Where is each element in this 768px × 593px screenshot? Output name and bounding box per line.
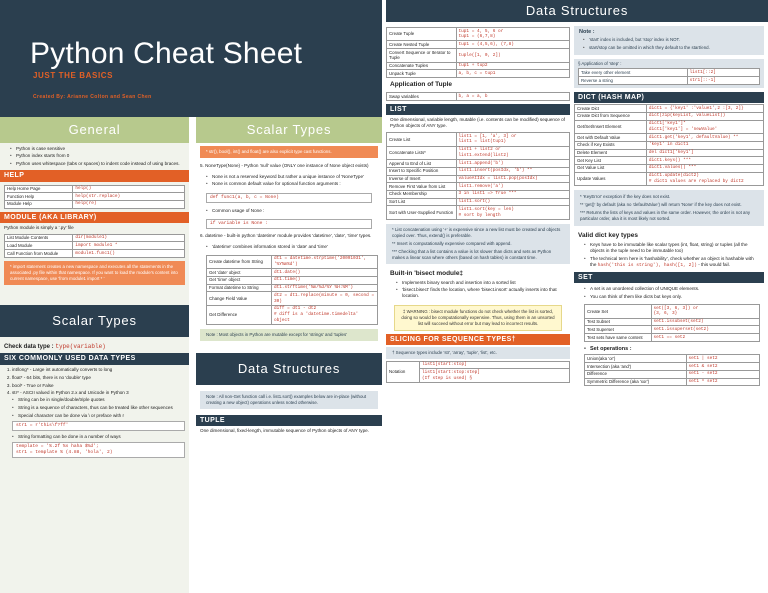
table-row <box>585 326 760 334</box>
table-row <box>585 334 760 342</box>
list-text: One dimensional, variable length, mutable (i.e. contents can be modified) sequence of Python objects of ANY type. <box>390 117 565 129</box>
list-note: * List concatenation using '+' is expensive since a new list must be created and objects copied over. Thus, extend() is preferable. <box>392 226 561 238</box>
bisect-bullet: • 'bisect.bisect' finds the location, where 'bisect.insort' actually inserts into that location. <box>396 287 564 299</box>
set-header: SET <box>574 272 764 283</box>
table-value: dir(module1) <box>73 234 185 242</box>
table-key: Function Help <box>5 193 73 201</box>
table-row <box>575 157 764 165</box>
table-row <box>579 77 760 85</box>
table-key: Create Dict from Sequence <box>575 112 647 120</box>
table-key: Remove First Value from List <box>387 183 457 191</box>
table-row <box>5 185 185 193</box>
dict-header: DICT (HASH MAP) <box>574 92 764 103</box>
fmt-code <box>12 442 185 458</box>
table-key: Union(aka 'or') <box>585 355 687 363</box>
table-row <box>207 276 378 284</box>
table-key: Test Subset <box>585 318 652 326</box>
valid-keys-bullet <box>584 256 758 269</box>
tuple-table <box>386 27 570 78</box>
set-bullet: • You can think of them like dicts but keys only. <box>584 294 758 300</box>
table-key: Check Membership <box>387 190 457 198</box>
table-row <box>387 361 570 369</box>
nonetype-header: 5. NoneType(None) - Python 'null' value (ONLY one instance of None object exists) <box>200 162 369 168</box>
dict-note: ** 'get()' by default (aka no 'defaultValue') will return 'None' if the key does not exist. <box>580 202 742 208</box>
table-value: diff = dt1 - dt2 # diff is a 'datetime.timedelta' object <box>271 305 377 324</box>
table-row <box>575 141 764 149</box>
dict-note-text: Returns the lists of keys and values in the same order. However, the order is not any particular order, aka it is most likely not sorted. <box>580 209 751 221</box>
slice-note-bullets <box>579 36 759 50</box>
list-table <box>386 132 570 220</box>
table-key: Convert Sequence or Iterator to Tuple <box>387 49 457 62</box>
general-bullet: • Python is case sensitive <box>10 146 183 152</box>
list-note: ** Insert is computationally expensive compared with append. <box>392 240 512 246</box>
table-value: list1.insert(posIdx, 'b') ** <box>456 167 569 175</box>
table-value: dict1.get('key1', defaultValue) ** <box>646 134 763 142</box>
table-key: Test Superset <box>585 326 652 334</box>
column-3 <box>386 26 570 593</box>
table-row <box>207 269 378 277</box>
table-value: list1.append('b') <box>456 160 569 168</box>
table-value: dict1.values() *** <box>646 164 763 172</box>
table-row <box>387 190 570 198</box>
module-header: MODULE (AKA LIBRARY) <box>0 212 189 223</box>
datetime-bullet: • 'datetime' combines information stored in 'date' and 'time' <box>206 244 376 250</box>
table-value: list1 + list2 or list1.extend(list2) <box>456 146 569 159</box>
table-key: Get 'date' object <box>207 269 272 277</box>
none-code-2: if variable is None : <box>206 219 372 229</box>
table-key: Get Value List <box>575 164 647 172</box>
data-structures-banner <box>386 0 768 22</box>
table-row <box>387 175 570 183</box>
page-byline: Created By: Arianne Colton and Sean Chen <box>33 94 152 100</box>
type-item <box>12 390 185 458</box>
set-bullet: • A set is an unordered collection of UNIQUE elements. <box>584 286 758 292</box>
table-value: set1 | set2 <box>686 355 760 363</box>
table-key: Get with Default Value <box>575 134 647 142</box>
valid-keys-header: Valid dict key types <box>578 231 638 239</box>
table-value: list1[::2] <box>687 69 759 77</box>
valid-keys-end: - this would fail. <box>698 261 730 267</box>
table-value: a, b, c = tup1 <box>456 70 569 78</box>
table-value: dt1 = datetime.strptime('20091031', '%Y%m%d') <box>271 255 377 268</box>
in-place-note: Note : All non-Get function call i.e. list1.sort() examples below are in-place (without creating a new object) operations unless noted otherwise. <box>200 391 378 409</box>
table-value: del dict1['key1'] <box>646 149 763 157</box>
table-row <box>387 70 570 78</box>
bisect-warning: ‡ WARNING : bisect module functions do not check whether the list is sorted, doing so would be computationally expensive. Thus, using them in an unsorted list will succeed without error but may lead to incorrect results. <box>394 305 562 331</box>
table-key: Get 'time' object <box>207 276 272 284</box>
table-key: Create datetime from String <box>207 255 272 268</box>
table-value: 3 in list1 => True *** <box>456 190 569 198</box>
table-value: dt1.strftime('%m/%d/%Y %H:%M') <box>271 284 377 292</box>
table-row <box>387 167 570 175</box>
types-list <box>0 365 189 463</box>
module-text: Python module is simply a '.py' file <box>4 224 74 230</box>
table-row <box>575 164 764 172</box>
table-value: module1.func1() <box>73 250 185 258</box>
general-bullet: • Python index starts from 0 <box>10 153 183 159</box>
table-row <box>575 134 764 142</box>
table-row <box>207 292 378 305</box>
str-bullet: • String is a sequence of characters, thus can be treated like other sequences <box>12 405 185 411</box>
data-structures-banner-title: Data Structures <box>525 3 629 18</box>
str-bullets <box>12 396 185 419</box>
table-key: Swap variables <box>387 93 457 101</box>
table-row <box>579 69 760 77</box>
table-key: Call Function from Module <box>5 250 73 258</box>
table-value: list1[start:stop:step] (If step is used) § <box>419 369 569 382</box>
general-bullet: • Python uses whitespace (tabs or spaces) to indent code instead of using braces. <box>10 161 183 167</box>
table-key: Concatenate Tuples <box>387 62 457 70</box>
table-key: Symmetric Difference (aka 'xor') <box>585 378 687 386</box>
table-key: Difference <box>585 370 687 378</box>
table-row <box>585 363 760 371</box>
slicing-note: † Sequence types include 'str', 'array', 'tuple', 'list', etc. <box>386 347 570 359</box>
dict-note: * 'KeyError' exception if the key does not exist. <box>580 194 671 200</box>
table-row <box>207 305 378 324</box>
table-key: Append to End of List <box>387 160 457 168</box>
none-bullets <box>196 171 382 191</box>
scalar-types-header-2 <box>196 117 382 143</box>
str-code: str1 = r'this\f?ff' <box>12 421 185 431</box>
table-row <box>5 193 185 201</box>
table-row <box>575 112 764 120</box>
table-value: dict(zip(keyList, valueList)) <box>646 112 763 120</box>
table-value: set1 == set2 <box>651 334 760 342</box>
none-bullets-2 <box>196 205 382 217</box>
table-row <box>5 242 185 250</box>
set-bullets <box>574 283 764 303</box>
none-bullet: • Common usage of None : <box>206 208 376 214</box>
table-value: dict1['key1']* dict1['key1'] = 'newValue' <box>646 120 763 133</box>
table-value: list1.sort(key = len) # sort by length <box>456 206 569 219</box>
table-key: Intersection (aka 'and') <box>585 363 687 371</box>
table-row <box>575 149 764 157</box>
table-row <box>5 234 185 242</box>
table-row <box>575 105 764 113</box>
list-note-text: Insert is computationally expensive compared with append. <box>396 240 512 246</box>
setops-header: • Set operations : <box>584 346 758 353</box>
table-key: List Module Contents <box>5 234 73 242</box>
table-key: Create Dict <box>575 105 647 113</box>
table-value: dict1 = {'key1' :'value1',2 :[3, 2]} <box>646 105 763 113</box>
table-key: Module Help <box>5 200 73 208</box>
page-subtitle: JUST THE BASICS <box>33 71 114 80</box>
table-row <box>585 378 760 386</box>
table-value: tup1 + tup2 <box>456 62 569 70</box>
check-type-line <box>0 341 189 354</box>
type-item: 1. int/long* - Large int automatically converts to long <box>12 367 185 373</box>
tuple-text: One dimensional, fixed-length, immutable sequence of Python objects of ANY type. <box>200 427 369 433</box>
table-key: Load Module <box>5 242 73 250</box>
type-item: 2. float* - 64 bits, there is no 'double' type <box>12 375 185 381</box>
table-value: tup1 = (4,5,6), (7,8) <box>456 41 569 49</box>
swap-table <box>386 92 570 101</box>
valid-keys-text: The technical term here is 'hashability', check whether an object is hashable with the <box>590 255 754 267</box>
general-bullets <box>0 143 189 170</box>
table-row <box>207 255 378 268</box>
table-key: Concatenate Lists* <box>387 146 457 159</box>
table-row <box>387 49 570 62</box>
set-table <box>584 304 760 342</box>
table-value: list1.remove('a') <box>456 183 569 191</box>
table-row <box>585 355 760 363</box>
table-row <box>387 93 570 101</box>
list-note-text: Checking that a list contains a value is lot slower than dicts and sets as Python makes a linear scan where others (based on hash tables) in constant time. <box>392 248 552 260</box>
datetime-header: 6. datetime - built-in python 'datetime' module provides 'datetime', 'date', 'time' types. <box>200 233 372 239</box>
datetime-table <box>206 255 378 325</box>
setops-table <box>584 354 760 386</box>
module-table <box>4 234 185 258</box>
table-value: set([3, 6, 3]) or {3, 6, 3} <box>651 305 760 318</box>
slice-note-bullet: • 'start' index is included, but 'stop' index is NOT. <box>583 37 759 43</box>
table-key: Create Tuple <box>387 28 457 41</box>
table-value: tup1 = 4, 5, 6 or tup1 = (6,7,8) <box>456 28 569 41</box>
table-key: Insert to Specific Position <box>387 167 457 175</box>
help-header: HELP <box>0 170 189 181</box>
table-row <box>585 318 760 326</box>
cast-note: * str(), bool(), int() and float() are also explicit type cast functions. <box>200 146 378 158</box>
table-key: Create Set <box>585 305 652 318</box>
table-value: list1 = [1, 'a', 3] or list1 = list(tup1) <box>456 133 569 146</box>
table-value: help(str.replace) <box>73 193 185 201</box>
app-tuple-label: Application of Tuple <box>390 81 452 89</box>
table-row <box>387 160 570 168</box>
table-key: Sort List <box>387 198 457 206</box>
table-row <box>575 172 764 185</box>
table-row <box>387 133 570 146</box>
table-key: Reverse a string <box>579 77 688 85</box>
page-title: Python Cheat Sheet <box>30 37 303 70</box>
none-bullet: • None is common default value for optional function arguments : <box>206 181 376 187</box>
str-bullet: • Special character can be done via \ or preface with r <box>12 413 185 419</box>
table-value: dt1.time() <box>271 276 377 284</box>
column-4 <box>574 26 764 593</box>
type-item: 3. bool* - True or False <box>12 383 185 389</box>
list-note: *** Checking that a list contains a value is lot slower than dicts and sets as Python makes a linear scan where others (based on hash tables) in constant time. <box>392 248 552 260</box>
table-value: 'key1' in dict1 <box>646 141 763 149</box>
table-key: Get/Set/Insert Element <box>575 120 647 133</box>
check-type-label: Check data type : <box>4 343 54 350</box>
scalar-types-title: Scalar Types <box>52 312 137 328</box>
table-row <box>207 284 378 292</box>
dict-note: *** Returns the lists of keys and values in the same order. However, the order is not any particular order, aka it is most likely not sorted. <box>580 209 751 221</box>
notation-table <box>386 361 570 383</box>
fmt-bullet: • String formatting can be done in a number of ways <box>12 434 185 440</box>
dict-notes <box>574 190 764 226</box>
column-2 <box>196 117 382 593</box>
dict-note-text: 'get()' by default (aka no 'defaultValue') will return 'None' if the key does not exist. <box>584 202 742 208</box>
table-key: Create List <box>387 133 457 146</box>
dict-table <box>574 104 764 186</box>
table-value: tuple([1, 0, 2]) <box>456 49 569 62</box>
table-key: Change Field Value <box>207 292 272 305</box>
data-structures-header-1 <box>196 353 382 385</box>
none-bullet: • None is not a reserved keyword but rather a unique instance of 'NoneType' <box>206 174 376 180</box>
table-key: Format datetime to String <box>207 284 272 292</box>
table-row <box>585 370 760 378</box>
table-row <box>387 183 570 191</box>
table-value: dict1.keys() *** <box>646 157 763 165</box>
table-key: Check if Key Exists <box>575 141 647 149</box>
check-type-code: type(variable) <box>55 342 106 350</box>
help-table <box>4 185 185 209</box>
step-box <box>574 59 764 88</box>
table-key: Unpack Tuple <box>387 70 457 78</box>
fmt-code-line: str1 = template % (4.88, 'hola', 2) <box>16 450 113 456</box>
six-types-header: SIX COMMONLY USED DATA TYPES <box>0 353 189 364</box>
step-table <box>578 68 760 85</box>
module-note: * import statement creates a new namespace and executes all the statements in the associated .py file within that namespace. If you want to load the module's content into current namespace, use 'from module1 import * ' <box>4 261 185 285</box>
list-header: LIST <box>386 104 570 115</box>
scalar-types-header <box>0 305 189 337</box>
list-note-text: List concatenation using '+' is expensive since a new list must be created and objects copied over. Thus, extend() is preferable. <box>392 226 561 238</box>
table-key: Inverse of Insert <box>387 175 457 183</box>
datetime-bullets <box>196 241 382 253</box>
table-key: Notation <box>387 361 420 382</box>
table-row <box>387 198 570 206</box>
table-key: Get Key List <box>575 157 647 165</box>
table-value: str1[::-1] <box>687 77 759 85</box>
setops-bullets <box>574 343 764 353</box>
bisect-bullet: • Implements binary search and insertion into a sorted list <box>396 280 564 286</box>
table-row <box>585 305 760 318</box>
slicing-header: SLICING FOR SEQUENCE TYPES† <box>386 334 570 345</box>
table-value: dict1.update(dict2) # dict1 values are replaced by dict2 <box>646 172 763 185</box>
table-value: list1.sort() <box>456 198 569 206</box>
table-value: set1 & set2 <box>686 363 760 371</box>
type-item-text: str* - ASCII valued in Python 2.x and Unicode in Python 3 <box>12 390 129 396</box>
table-row <box>5 250 185 258</box>
table-row <box>387 206 570 219</box>
table-value: list1[start:stop] <box>419 361 569 369</box>
dict-note-text: 'KeyError' exception if the key does not exist. <box>582 194 671 200</box>
tuple-header: TUPLE <box>196 415 382 426</box>
table-value: set1 - set2 <box>686 370 760 378</box>
table-key: Sort with User-Supplied Function <box>387 206 457 219</box>
bisect-bullets <box>386 280 570 303</box>
general-header <box>0 117 189 143</box>
table-value: help(re) <box>73 200 185 208</box>
table-value: valueAtIdx = list1.pop(posIdx) <box>456 175 569 183</box>
table-row <box>5 200 185 208</box>
table-row <box>575 120 764 133</box>
list-notes <box>386 224 570 264</box>
valid-keys-bullet: • Keys have to be immutable like scalar types (int, float, string) or tuples (all the objects in the tuple need to be immutable too) <box>584 242 758 254</box>
bisect-header: Built-in 'bisect module‡ <box>390 269 464 277</box>
table-key: Create Nested Tuple <box>387 41 457 49</box>
table-key: Delete Element <box>575 149 647 157</box>
title-banner <box>0 0 382 117</box>
none-code-1: def func1(a, b, c = None) <box>206 193 372 203</box>
valid-keys-bullets <box>574 242 764 272</box>
table-value: b, a = a, b <box>456 93 569 101</box>
table-row <box>387 62 570 70</box>
mutable-note: Note : Most objects in Python are mutable except for 'strings' and 'tuples' <box>200 329 378 341</box>
scalar-types-title-2: Scalar Types <box>246 122 332 137</box>
slice-note <box>574 26 764 55</box>
table-value: set1.issubset(set2) <box>651 318 760 326</box>
table-value: dt1.date() <box>271 269 377 277</box>
table-row <box>387 28 570 41</box>
step-title: § Application of 'step' : <box>578 61 622 67</box>
table-key: Take every other element <box>579 69 688 77</box>
fmt-code-line: template = '%.2f %s haha $%d'; <box>16 444 99 450</box>
table-key: Get Difference <box>207 305 272 324</box>
table-row <box>387 41 570 49</box>
data-structures-title-1: Data Structures <box>237 360 341 376</box>
general-title: General <box>68 122 121 137</box>
table-value: import module1 * <box>73 242 185 250</box>
fmt-bullets <box>12 433 185 440</box>
str-bullet: • String can be in single/double/triple quotes <box>12 397 185 403</box>
table-value: set1.issuperset(set2) <box>651 326 760 334</box>
slice-note-bullet: • start/stop can be omitted in which they default to the start/end. <box>583 45 759 51</box>
slice-note-title: Note : <box>579 29 595 35</box>
table-row <box>387 146 570 159</box>
table-value: help() <box>73 185 185 193</box>
table-value: set1 ^ set2 <box>686 378 760 386</box>
valid-keys-code: hash('this is string'), hash([1, 2]) <box>597 262 697 268</box>
table-key: Help Home Page <box>5 185 73 193</box>
table-key: Update Values <box>575 172 647 185</box>
table-value: dt2 = dt1.replace(minute = 0, second = 30) <box>271 292 377 305</box>
table-key: Test sets have same content <box>585 334 652 342</box>
